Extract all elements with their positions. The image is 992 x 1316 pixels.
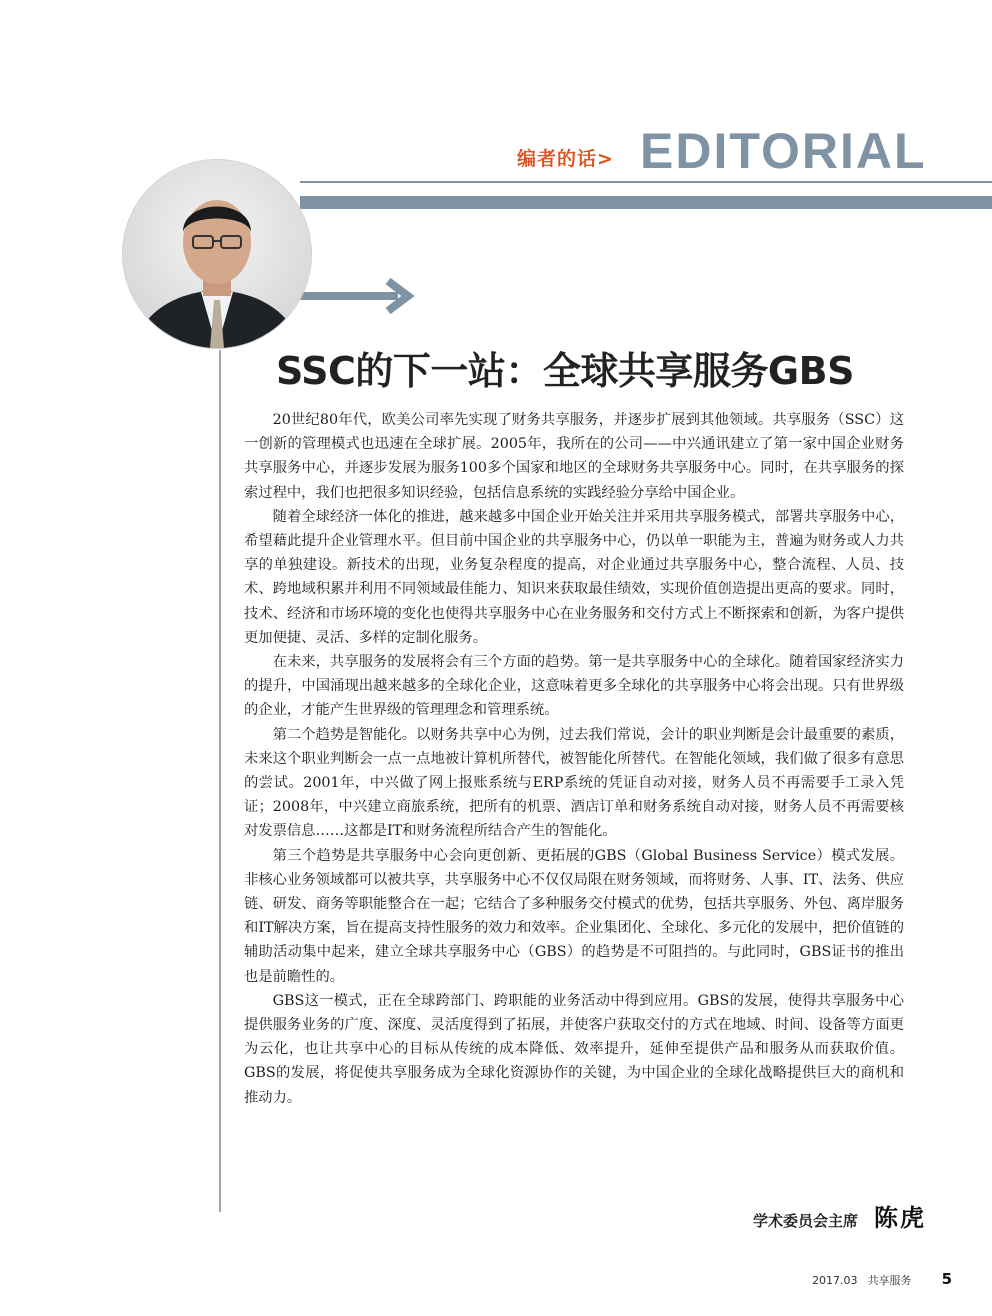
margin-divider [219,350,221,1212]
portrait-illustration [123,160,311,348]
paragraph: 第三个趋势是共享服务中心会向更创新、更拓展的GBS（Global Business Service）模式发展。非核心业务领域都可以被共享，共享服务中心不仅仅局限在财务领域，而将财务、人事、IT、法务、供应链、研发、商务等职能整合在一起；它结合了多种服务交付模式的优势，包括共享服务、外包、离岸服务和IT解决方案，旨在提高支持性服务的效力和效率。企业集团化、全球化、多元化的发展中，把价值链的辅助活动集中起来，建立全球共享服务中心（GBS）的趋势是不可阻挡的。与此同时，GBS证书的推出也是前瞻性的。 [244,847,904,985]
page-number: 5 [941,1270,952,1288]
header-rule-thin [300,181,992,183]
header-rule-thick [300,196,992,209]
paragraph: GBS这一模式，正在全球跨部门、跨职能的业务活动中得到应用。GBS的发展，使得共享服务中心提供服务业务的广度、深度、灵活度得到了拓展，并使客户获取交付的方式在地域、时间、设备等方面更为云化，也让共享中心的目标从传统的成本降低、效率提升，延伸至提供产品和服务从而获取价值。GBS的发展，将促使共享服务成为全球化资源协作的关键，为中国企业的全球化战略提供巨大的商机和推动力。 [244,992,904,1106]
paragraph: 20世纪80年代，欧美公司率先实现了财务共享服务，并逐步扩展到其他领域。共享服务（SSC）这一创新的管理模式也迅速在全球扩展。2005年，我所在的公司——中兴通讯建立了第一家中国企业财务共享服务中心，并逐步发展为服务100多个国家和地区的全球财务共享服务中心。同时，在共享服务的探索过程中，我们也把很多知识经验，包括信息系统的实践经验分享给中国企业。 [244,412,904,501]
issue-date: 2017.03 [812,1274,858,1287]
author-name: 陈虎 [874,1204,926,1232]
article-title: SSC的下一站：全球共享服务GBS [276,349,854,393]
author-portrait [123,160,311,348]
section-label-cn: 编者的话> [517,148,614,170]
section-label-en: EDITORIAL [640,123,927,179]
page-footer [812,1270,952,1288]
paragraph: 第二个趋势是智能化。以财务共享中心为例，过去我们常说，会计的职业判断是会计最重要的素质，未来这个职业判断会一点一点地被计算机所替代，被智能化所替代。在智能化领域，我们做了很多有意思的尝试。2001年，中兴做了网上报账系统与ERP系统的凭证自动对接，财务人员不再需要手工录入凭证；2008年，中兴建立商旅系统，把所有的机票、酒店订单和财务系统自动对接，财务人员不再需要核对发票信息……这都是IT和财务流程所结合产生的智能化。 [244,726,904,840]
magazine-name: 共享服务 [867,1274,912,1287]
arrow-right-icon [300,278,416,314]
paragraph: 随着全球经济一体化的推进，越来越多中国企业开始关注并采用共享服务模式，部署共享服务中心，希望藉此提升企业管理水平。但目前中国企业的共享服务中心，仍以单一职能为主，普遍为财务或人力共享的单独建设。新技术的出现，业务复杂程度的提高，对企业通过共享服务中心，整合流程、人员、技术、跨地域积累并利用不同领域最佳能力、知识来获取最佳绩效，实现价值创造提出更高的要求。同时，技术、经济和市场环境的变化也使得共享服务中心在业务服务和交付方式上不断探索和创新，为客户提供更加便捷、灵活、多样的定制化服务。 [244,508,904,646]
article-body [244,408,904,1110]
author-role: 学术委员会主席 [752,1212,858,1230]
author-signature [753,1198,926,1233]
paragraph: 在未来，共享服务的发展将会有三个方面的趋势。第一是共享服务中心的全球化。随着国家经济实力的提升，中国涌现出越来越多的全球化企业，这意味着更多全球化的共享服务中心将会出现。只有世界级的企业，才能产生世界级的管理理念和管理系统。 [244,654,904,719]
